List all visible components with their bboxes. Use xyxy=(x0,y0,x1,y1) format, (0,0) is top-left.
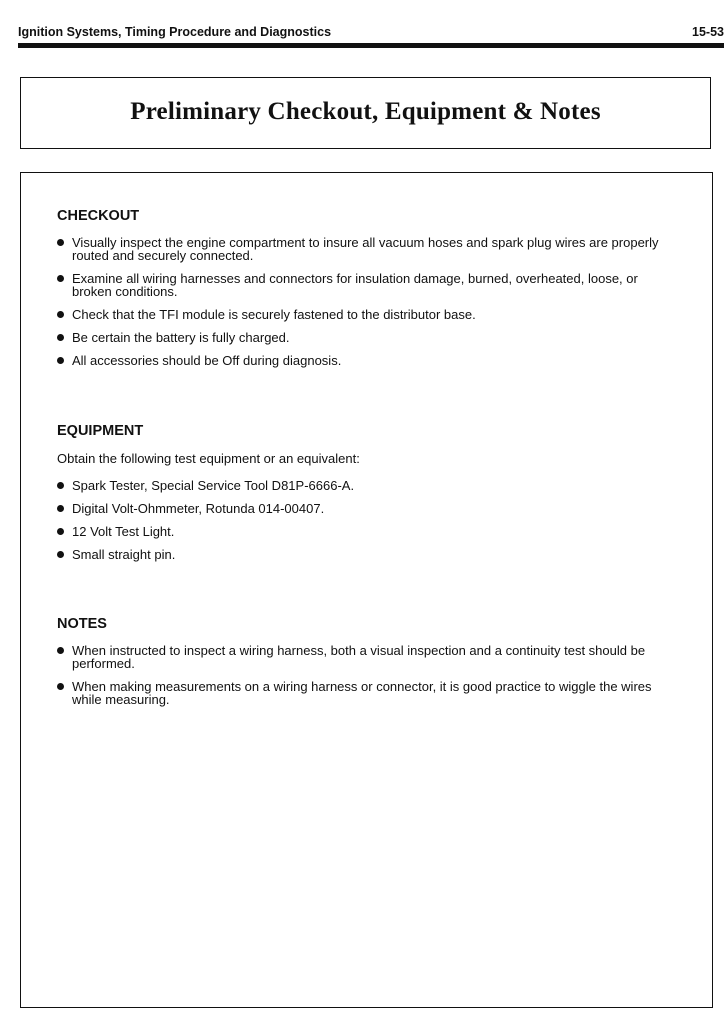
notes-heading: NOTES xyxy=(57,616,107,632)
notes-section xyxy=(57,616,677,716)
list-item-text: All accessories should be Off during diagnosis. xyxy=(72,353,342,368)
list-item xyxy=(57,525,677,538)
content-box xyxy=(20,172,713,1008)
checkout-section xyxy=(57,208,677,377)
list-item-text: Visually inspect the engine compartment to insure all vacuum hoses and spark plug wires are properly routed and securely connected. xyxy=(72,235,659,263)
list-item xyxy=(57,331,677,344)
bullet-icon xyxy=(57,275,64,282)
page-number: 15-53 xyxy=(692,25,724,39)
bullet-icon xyxy=(57,311,64,318)
list-item-text: Examine all wiring harnesses and connectors for insulation damage, burned, overheated, loose, or broken conditions. xyxy=(72,271,638,299)
list-item xyxy=(57,479,677,492)
list-item-text: 12 Volt Test Light. xyxy=(72,524,175,539)
checkout-list xyxy=(57,236,677,367)
list-item-text: Small straight pin. xyxy=(72,547,176,562)
equipment-intro: Obtain the following test equipment or an equivalent: xyxy=(57,451,360,466)
list-item xyxy=(57,680,677,706)
list-item-text: Digital Volt-Ohmmeter, Rotunda 014-00407. xyxy=(72,501,325,516)
bullet-icon xyxy=(57,647,64,654)
list-item xyxy=(57,548,677,561)
list-item-text: Check that the TFI module is securely fastened to the distributor base. xyxy=(72,307,476,322)
bullet-icon xyxy=(57,505,64,512)
list-item xyxy=(57,644,677,670)
bullet-icon xyxy=(57,357,64,364)
list-item xyxy=(57,502,677,515)
equipment-list xyxy=(57,479,677,561)
list-item xyxy=(57,236,677,262)
running-header-title: Ignition Systems, Timing Procedure and Diagnostics xyxy=(18,25,332,39)
notes-list xyxy=(57,644,677,706)
bullet-icon xyxy=(57,683,64,690)
page-title: Preliminary Checkout, Equipment & Notes xyxy=(130,98,601,125)
list-item-text: When making measurements on a wiring harness or connector, it is good practice to wiggle the wires while measuring. xyxy=(72,679,652,707)
list-item-text: Spark Tester, Special Service Tool D81P-6666-A. xyxy=(72,478,355,493)
bullet-icon xyxy=(57,334,64,341)
equipment-section xyxy=(57,423,677,571)
list-item xyxy=(57,272,677,298)
running-header xyxy=(18,25,724,41)
list-item-text: Be certain the battery is fully charged. xyxy=(72,330,290,345)
list-item xyxy=(57,354,677,367)
bullet-icon xyxy=(57,551,64,558)
bullet-icon xyxy=(57,482,64,489)
list-item-text: When instructed to inspect a wiring harness, both a visual inspection and a continuity test should be performed. xyxy=(72,643,646,671)
equipment-heading: EQUIPMENT xyxy=(57,423,144,439)
bullet-icon xyxy=(57,239,64,246)
list-item xyxy=(57,308,677,321)
bullet-icon xyxy=(57,528,64,535)
header-rule xyxy=(18,43,724,48)
title-box xyxy=(20,77,711,149)
checkout-heading: CHECKOUT xyxy=(57,208,140,224)
